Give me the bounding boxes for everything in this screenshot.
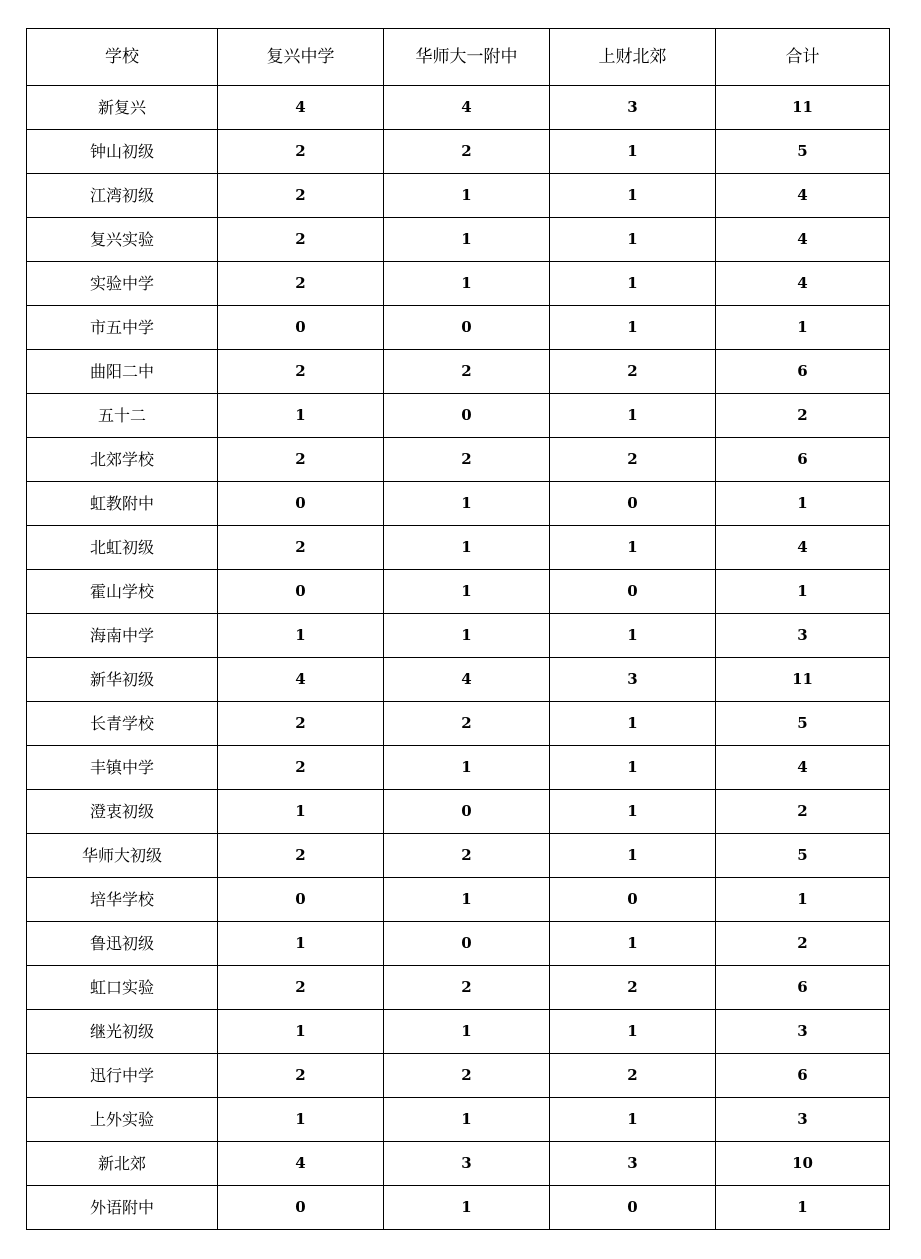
- table-row: [27, 482, 890, 526]
- cell-school: 新华初级: [27, 658, 218, 702]
- cell-huashida-yifuzhong: 0: [384, 394, 550, 438]
- cell-school: 培华学校: [27, 878, 218, 922]
- cell-total: 1: [716, 306, 890, 350]
- cell-school: 华师大初级: [27, 834, 218, 878]
- table-row: [27, 394, 890, 438]
- cell-fuxing: 2: [218, 746, 384, 790]
- cell-huashida-yifuzhong: 2: [384, 966, 550, 1010]
- cell-school: 复兴实验: [27, 218, 218, 262]
- cell-school: 迅行中学: [27, 1054, 218, 1098]
- table-row: [27, 922, 890, 966]
- cell-total: 2: [716, 922, 890, 966]
- cell-school: 钟山初级: [27, 130, 218, 174]
- table-row: [27, 966, 890, 1010]
- header-huashida-yifuzhong: 华师大一附中: [384, 29, 550, 86]
- cell-huashida-yifuzhong: 1: [384, 746, 550, 790]
- cell-huashida-yifuzhong: 1: [384, 526, 550, 570]
- cell-total: 5: [716, 834, 890, 878]
- cell-shangcai-beijiao: 1: [550, 834, 716, 878]
- table-row: [27, 526, 890, 570]
- table-row: [27, 1098, 890, 1142]
- cell-huashida-yifuzhong: 1: [384, 482, 550, 526]
- cell-shangcai-beijiao: 0: [550, 1186, 716, 1230]
- cell-fuxing: 2: [218, 174, 384, 218]
- cell-shangcai-beijiao: 2: [550, 966, 716, 1010]
- cell-shangcai-beijiao: 1: [550, 130, 716, 174]
- table-row: [27, 438, 890, 482]
- cell-fuxing: 4: [218, 1142, 384, 1186]
- table-row: [27, 614, 890, 658]
- table-row: [27, 306, 890, 350]
- cell-school: 虹口实验: [27, 966, 218, 1010]
- cell-fuxing: 2: [218, 130, 384, 174]
- cell-shangcai-beijiao: 1: [550, 702, 716, 746]
- cell-shangcai-beijiao: 1: [550, 306, 716, 350]
- cell-school: 外语附中: [27, 1186, 218, 1230]
- cell-total: 3: [716, 614, 890, 658]
- cell-fuxing: 2: [218, 218, 384, 262]
- cell-huashida-yifuzhong: 3: [384, 1142, 550, 1186]
- header-fuxing: 复兴中学: [218, 29, 384, 86]
- cell-fuxing: 0: [218, 570, 384, 614]
- cell-total: 4: [716, 746, 890, 790]
- cell-shangcai-beijiao: 0: [550, 570, 716, 614]
- cell-huashida-yifuzhong: 1: [384, 1098, 550, 1142]
- cell-huashida-yifuzhong: 2: [384, 350, 550, 394]
- table-row: [27, 658, 890, 702]
- cell-huashida-yifuzhong: 1: [384, 1010, 550, 1054]
- cell-total: 3: [716, 1010, 890, 1054]
- cell-huashida-yifuzhong: 4: [384, 86, 550, 130]
- cell-huashida-yifuzhong: 1: [384, 570, 550, 614]
- cell-fuxing: 2: [218, 966, 384, 1010]
- table-row: [27, 86, 890, 130]
- cell-school: 北郊学校: [27, 438, 218, 482]
- cell-school: 五十二: [27, 394, 218, 438]
- cell-total: 2: [716, 790, 890, 834]
- cell-shangcai-beijiao: 1: [550, 746, 716, 790]
- cell-huashida-yifuzhong: 0: [384, 922, 550, 966]
- cell-school: 市五中学: [27, 306, 218, 350]
- cell-huashida-yifuzhong: 2: [384, 438, 550, 482]
- cell-total: 1: [716, 1186, 890, 1230]
- cell-fuxing: 2: [218, 526, 384, 570]
- cell-total: 10: [716, 1142, 890, 1186]
- table-body: [27, 86, 890, 1230]
- table-row: [27, 218, 890, 262]
- cell-school: 江湾初级: [27, 174, 218, 218]
- cell-fuxing: 1: [218, 922, 384, 966]
- header-school: 学校: [27, 29, 218, 86]
- cell-shangcai-beijiao: 1: [550, 790, 716, 834]
- cell-shangcai-beijiao: 2: [550, 350, 716, 394]
- cell-huashida-yifuzhong: 0: [384, 306, 550, 350]
- cell-school: 继光初级: [27, 1010, 218, 1054]
- table-row: [27, 174, 890, 218]
- cell-shangcai-beijiao: 1: [550, 526, 716, 570]
- table-row: [27, 1186, 890, 1230]
- cell-shangcai-beijiao: 1: [550, 614, 716, 658]
- cell-total: 3: [716, 1098, 890, 1142]
- cell-shangcai-beijiao: 3: [550, 86, 716, 130]
- cell-fuxing: 0: [218, 878, 384, 922]
- cell-shangcai-beijiao: 0: [550, 878, 716, 922]
- cell-school: 虹教附中: [27, 482, 218, 526]
- cell-huashida-yifuzhong: 1: [384, 262, 550, 306]
- table-row: [27, 262, 890, 306]
- cell-shangcai-beijiao: 3: [550, 1142, 716, 1186]
- table-row: [27, 1142, 890, 1186]
- cell-fuxing: 1: [218, 394, 384, 438]
- cell-total: 4: [716, 526, 890, 570]
- cell-shangcai-beijiao: 1: [550, 262, 716, 306]
- cell-school: 曲阳二中: [27, 350, 218, 394]
- cell-huashida-yifuzhong: 1: [384, 218, 550, 262]
- table-row: [27, 1010, 890, 1054]
- table-row: [27, 746, 890, 790]
- cell-fuxing: 2: [218, 350, 384, 394]
- cell-fuxing: 4: [218, 658, 384, 702]
- cell-fuxing: 2: [218, 834, 384, 878]
- table-row: [27, 790, 890, 834]
- table-row: [27, 1054, 890, 1098]
- cell-shangcai-beijiao: 1: [550, 922, 716, 966]
- cell-total: 6: [716, 1054, 890, 1098]
- header-total: 合计: [716, 29, 890, 86]
- cell-total: 1: [716, 482, 890, 526]
- cell-total: 4: [716, 262, 890, 306]
- cell-total: 4: [716, 218, 890, 262]
- cell-fuxing: 2: [218, 702, 384, 746]
- cell-shangcai-beijiao: 0: [550, 482, 716, 526]
- cell-school: 鲁迅初级: [27, 922, 218, 966]
- table-row: [27, 130, 890, 174]
- cell-fuxing: 2: [218, 438, 384, 482]
- cell-school: 实验中学: [27, 262, 218, 306]
- cell-shangcai-beijiao: 2: [550, 1054, 716, 1098]
- cell-school: 上外实验: [27, 1098, 218, 1142]
- cell-shangcai-beijiao: 1: [550, 394, 716, 438]
- cell-fuxing: 2: [218, 1054, 384, 1098]
- cell-school: 澄衷初级: [27, 790, 218, 834]
- cell-school: 长青学校: [27, 702, 218, 746]
- cell-school: 北虹初级: [27, 526, 218, 570]
- cell-huashida-yifuzhong: 1: [384, 878, 550, 922]
- cell-shangcai-beijiao: 2: [550, 438, 716, 482]
- quota-table: [26, 28, 890, 1230]
- cell-total: 6: [716, 966, 890, 1010]
- cell-school: 丰镇中学: [27, 746, 218, 790]
- cell-shangcai-beijiao: 3: [550, 658, 716, 702]
- cell-huashida-yifuzhong: 2: [384, 702, 550, 746]
- table-row: [27, 878, 890, 922]
- cell-shangcai-beijiao: 1: [550, 218, 716, 262]
- cell-total: 6: [716, 438, 890, 482]
- cell-huashida-yifuzhong: 0: [384, 790, 550, 834]
- cell-fuxing: 1: [218, 790, 384, 834]
- cell-fuxing: 1: [218, 614, 384, 658]
- cell-total: 5: [716, 702, 890, 746]
- cell-huashida-yifuzhong: 4: [384, 658, 550, 702]
- table-row: [27, 834, 890, 878]
- cell-huashida-yifuzhong: 1: [384, 174, 550, 218]
- cell-fuxing: 1: [218, 1098, 384, 1142]
- cell-total: 1: [716, 878, 890, 922]
- cell-shangcai-beijiao: 1: [550, 174, 716, 218]
- cell-fuxing: 0: [218, 482, 384, 526]
- cell-total: 4: [716, 174, 890, 218]
- cell-total: 2: [716, 394, 890, 438]
- cell-fuxing: 0: [218, 306, 384, 350]
- cell-total: 6: [716, 350, 890, 394]
- cell-shangcai-beijiao: 1: [550, 1010, 716, 1054]
- cell-fuxing: 1: [218, 1010, 384, 1054]
- header-shangcai-beijiao: 上财北郊: [550, 29, 716, 86]
- cell-huashida-yifuzhong: 2: [384, 130, 550, 174]
- table-row: [27, 570, 890, 614]
- cell-fuxing: 2: [218, 262, 384, 306]
- cell-total: 1: [716, 570, 890, 614]
- cell-huashida-yifuzhong: 2: [384, 1054, 550, 1098]
- cell-total: 5: [716, 130, 890, 174]
- cell-huashida-yifuzhong: 1: [384, 1186, 550, 1230]
- cell-school: 新北郊: [27, 1142, 218, 1186]
- cell-school: 新复兴: [27, 86, 218, 130]
- cell-school: 海南中学: [27, 614, 218, 658]
- cell-huashida-yifuzhong: 2: [384, 834, 550, 878]
- cell-fuxing: 0: [218, 1186, 384, 1230]
- header-row: [27, 29, 890, 86]
- cell-total: 11: [716, 658, 890, 702]
- cell-shangcai-beijiao: 1: [550, 1098, 716, 1142]
- cell-fuxing: 4: [218, 86, 384, 130]
- cell-school: 霍山学校: [27, 570, 218, 614]
- table-row: [27, 702, 890, 746]
- cell-total: 11: [716, 86, 890, 130]
- cell-huashida-yifuzhong: 1: [384, 614, 550, 658]
- table-row: [27, 350, 890, 394]
